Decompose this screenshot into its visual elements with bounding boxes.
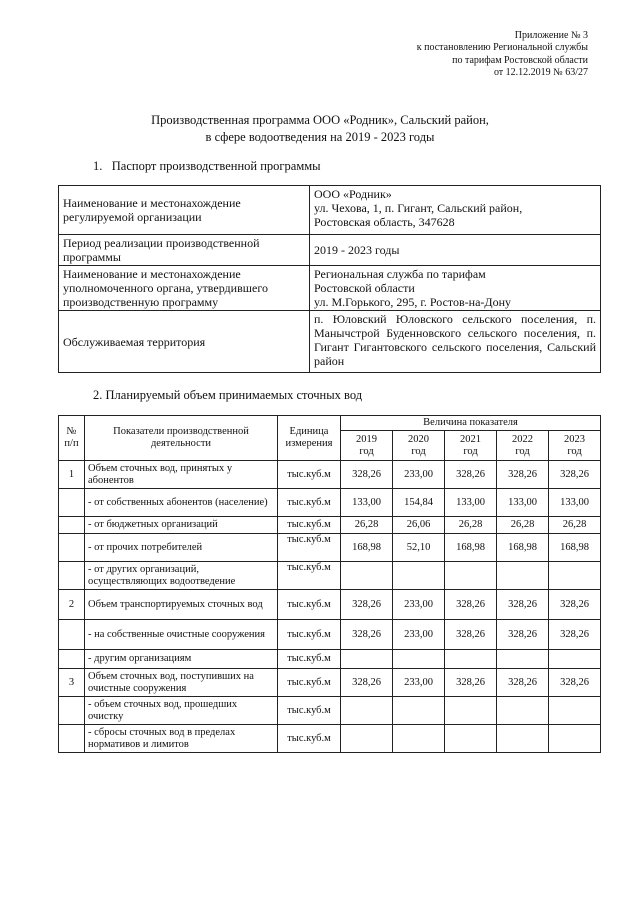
year-suffix: год: [463, 445, 478, 457]
row-indicator: - другим организациям: [85, 650, 278, 669]
table-row: [59, 489, 601, 517]
row-value: 133,00: [445, 489, 497, 517]
table-row: [59, 725, 601, 753]
row-number: 3: [59, 669, 85, 697]
row-value: [341, 562, 393, 590]
document-title: [0, 112, 640, 146]
row-value: 133,00: [497, 489, 549, 517]
row-value: 328,26: [341, 590, 393, 620]
row-value: [341, 725, 393, 753]
row-indicator: - на собственные очистные сооружения: [85, 620, 278, 650]
row-unit: тыс.куб.м: [278, 697, 341, 725]
row-indicator: Объем сточных вод, поступивших на очистные сооружения: [85, 669, 278, 697]
row-value: 328,26: [445, 461, 497, 489]
row-unit: тыс.куб.м: [278, 461, 341, 489]
header-unit: Единица измерения: [278, 416, 341, 461]
passport-value: [310, 266, 601, 311]
row-value: [393, 697, 445, 725]
table-row: [59, 669, 601, 697]
row-value: [445, 650, 497, 669]
row-value: 233,00: [393, 620, 445, 650]
row-value: 328,26: [549, 461, 601, 489]
row-value: [549, 697, 601, 725]
passport-value: [310, 186, 601, 235]
passport-value: п. Юловский Юловского сельского поселения, п. Манычстрой Буденновского сельского поселения, п. Гигант Гигантовского сельского поселения, Сальский район: [310, 311, 601, 373]
row-number: [59, 620, 85, 650]
row-value: [393, 562, 445, 590]
row-value: 26,28: [497, 517, 549, 534]
row-value: 233,00: [393, 461, 445, 489]
row-unit: тыс.куб.м: [278, 517, 341, 534]
row-value: 328,26: [445, 669, 497, 697]
row-number: [59, 517, 85, 534]
header-value-group: Величина показателя: [341, 416, 601, 431]
year-suffix: год: [411, 445, 426, 457]
row-value: 168,98: [341, 534, 393, 562]
appendix-line: Приложение № 3: [514, 30, 588, 41]
row-value: 328,26: [549, 620, 601, 650]
row-value: 328,26: [549, 669, 601, 697]
year-number: 2022: [512, 433, 533, 445]
row-number: [59, 534, 85, 562]
row-indicator: - от бюджетных организаций: [85, 517, 278, 534]
passport-label: Наименование и местонахождение уполномоченного органа, утвердившего производственную программу: [59, 266, 310, 311]
row-unit: тыс.куб.м: [278, 669, 341, 697]
row-value: [341, 650, 393, 669]
row-unit: тыс.куб.м: [278, 562, 341, 590]
table-row: [59, 517, 601, 534]
row-unit: тыс.куб.м: [278, 590, 341, 620]
header-row: [59, 416, 601, 431]
row-unit: тыс.куб.м: [278, 725, 341, 753]
appendix-line: к постановлению Региональной службы: [416, 42, 588, 54]
value-line: ул. Чехова, 1, п. Гигант, Сальский район,: [314, 201, 523, 215]
row-unit: тыс.куб.м: [278, 650, 341, 669]
passport-label: Период реализации производственной программы: [59, 235, 310, 266]
row-value: 328,26: [497, 590, 549, 620]
row-value: [341, 697, 393, 725]
volume-table: [58, 415, 601, 753]
row-indicator: Объем сточных вод, принятых у абонентов: [85, 461, 278, 489]
row-value: [497, 725, 549, 753]
row-number: [59, 725, 85, 753]
volume-table-body: [59, 461, 601, 753]
passport-value: [310, 235, 601, 266]
row-value: 328,26: [341, 669, 393, 697]
row-value: 328,26: [497, 461, 549, 489]
table-row: [59, 620, 601, 650]
row-value: [497, 562, 549, 590]
row-value: [497, 650, 549, 669]
table-row: [59, 534, 601, 562]
appendix-note: [417, 30, 588, 79]
row-value: 328,26: [549, 590, 601, 620]
header-year: [445, 431, 497, 461]
passport-row: [59, 235, 601, 266]
passport-label: Наименование и местонахождение регулируемой организации: [59, 186, 310, 235]
section-title: Паспорт производственной программы: [111, 159, 321, 173]
row-value: [393, 725, 445, 753]
table-row: [59, 650, 601, 669]
row-value: 328,26: [341, 461, 393, 489]
row-value: 328,26: [497, 669, 549, 697]
table-row: [59, 562, 601, 590]
appendix-line: от 12.12.2019 № 63/27: [493, 66, 588, 78]
value-line: Ростовской области: [314, 281, 415, 295]
row-number: 2: [59, 590, 85, 620]
year-suffix: год: [359, 445, 374, 457]
row-indicator: - объем сточных вод, прошедших очистку: [85, 697, 278, 725]
row-unit: тыс.куб.м: [278, 620, 341, 650]
header-year: [393, 431, 445, 461]
row-number: [59, 650, 85, 669]
header-num: № п/п: [59, 416, 85, 461]
row-value: 26,28: [341, 517, 393, 534]
row-value: [445, 562, 497, 590]
row-number: [59, 489, 85, 517]
year-number: 2023: [564, 433, 585, 445]
value-line: ул. М.Горького, 295, г. Ростов-на-Дону: [314, 295, 511, 309]
row-value: 26,28: [445, 517, 497, 534]
row-number: [59, 562, 85, 590]
row-value: 52,10: [393, 534, 445, 562]
title-line: в сфере водоотведения на 2019 - 2023 годы: [205, 130, 435, 144]
row-number: [59, 697, 85, 725]
row-value: 168,98: [497, 534, 549, 562]
row-indicator: - от прочих потребителей: [85, 534, 278, 562]
value-line: Ростовская область, 347628: [314, 215, 455, 229]
row-unit: тыс.куб.м: [278, 489, 341, 517]
row-value: [445, 697, 497, 725]
row-value: 26,06: [393, 517, 445, 534]
year-suffix: год: [515, 445, 530, 457]
row-value: 328,26: [497, 620, 549, 650]
passport-table: [58, 185, 601, 373]
row-value: [549, 650, 601, 669]
value-line: 2019 - 2023 годы: [314, 243, 400, 257]
passport-row: [59, 186, 601, 235]
row-value: 233,00: [393, 590, 445, 620]
row-unit: тыс.куб.м: [278, 534, 341, 562]
year-number: 2020: [408, 433, 429, 445]
row-value: [549, 562, 601, 590]
section-1-heading: [93, 159, 321, 174]
row-value: 133,00: [341, 489, 393, 517]
row-value: 133,00: [549, 489, 601, 517]
passport-row: [59, 311, 601, 373]
passport-row: [59, 266, 601, 311]
year-number: 2019: [356, 433, 377, 445]
header-year: [549, 431, 601, 461]
row-value: [497, 697, 549, 725]
row-value: 168,98: [445, 534, 497, 562]
section-number: 1.: [93, 159, 103, 173]
row-indicator: - от собственных абонентов (население): [85, 489, 278, 517]
row-value: 233,00: [393, 669, 445, 697]
row-indicator: Объем транспортируемых сточных вод: [85, 590, 278, 620]
passport-label: Обслуживаемая территория: [59, 311, 310, 373]
header-year: [341, 431, 393, 461]
row-value: [393, 650, 445, 669]
appendix-line: по тарифам Ростовской области: [452, 54, 588, 66]
row-indicator: - от других организаций, осуществляющих водоотведение: [85, 562, 278, 590]
row-value: [549, 725, 601, 753]
year-number: 2021: [460, 433, 481, 445]
header-indicator: Показатели производственной деятельности: [85, 416, 278, 461]
table-row: [59, 461, 601, 489]
title-line: Производственная программа ООО «Родник», Сальский район,: [151, 113, 489, 127]
row-value: [445, 725, 497, 753]
row-indicator: - сбросы сточных вод в пределах нормативов и лимитов: [85, 725, 278, 753]
row-value: 328,26: [445, 620, 497, 650]
row-value: 168,98: [549, 534, 601, 562]
row-value: 328,26: [445, 590, 497, 620]
value-line: ООО «Родник»: [314, 187, 392, 201]
row-value: 154,84: [393, 489, 445, 517]
row-value: 26,28: [549, 517, 601, 534]
section-2-heading: 2. Планируемый объем принимаемых сточных вод: [93, 388, 363, 402]
table-row: [59, 697, 601, 725]
row-value: 328,26: [341, 620, 393, 650]
row-number: 1: [59, 461, 85, 489]
year-suffix: год: [567, 445, 582, 457]
table-row: [59, 590, 601, 620]
header-year: [497, 431, 549, 461]
value-line: Региональная служба по тарифам: [314, 267, 486, 281]
